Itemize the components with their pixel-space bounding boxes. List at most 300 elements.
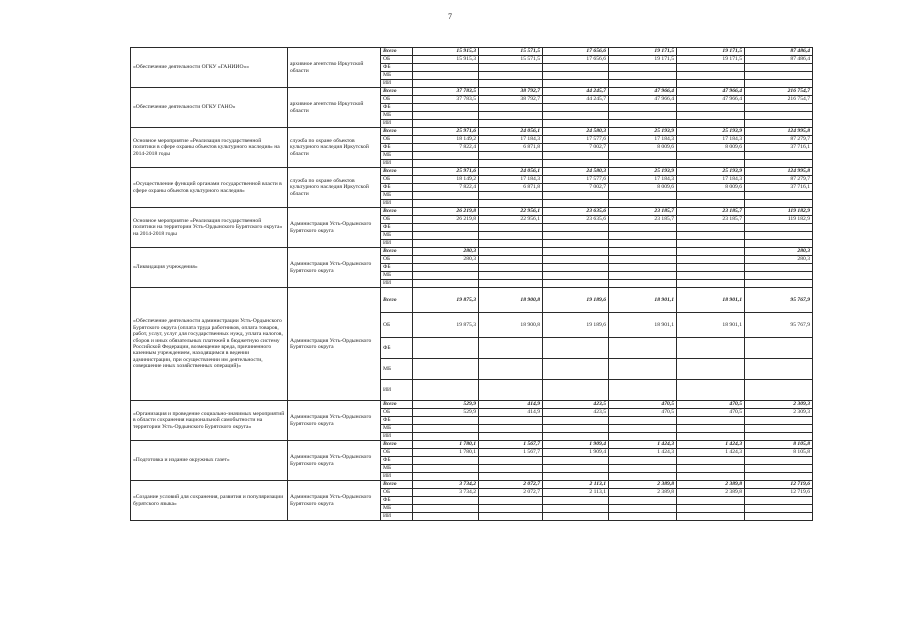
value-cell bbox=[413, 457, 479, 465]
value-cell: 7 822,4 bbox=[413, 144, 479, 152]
total-value-cell: 280,3 bbox=[745, 248, 813, 256]
funding-source-label: ИИ bbox=[381, 200, 413, 208]
total-value-cell bbox=[745, 112, 813, 120]
total-value-cell bbox=[745, 240, 813, 248]
value-cell bbox=[413, 240, 479, 248]
value-cell: 38 792,7 bbox=[479, 88, 543, 96]
value-cell bbox=[677, 104, 745, 112]
total-value-cell bbox=[745, 465, 813, 473]
value-cell bbox=[543, 425, 609, 433]
value-cell: 470,5 bbox=[609, 401, 677, 409]
value-cell bbox=[413, 338, 479, 359]
value-cell: 23 635,6 bbox=[543, 216, 609, 224]
value-cell: 2 113,1 bbox=[543, 481, 609, 489]
table-row bbox=[131, 248, 813, 256]
value-cell: 1 780,1 bbox=[413, 449, 479, 457]
value-cell bbox=[609, 64, 677, 72]
value-cell bbox=[677, 425, 745, 433]
total-value-cell bbox=[745, 72, 813, 80]
value-cell bbox=[413, 192, 479, 200]
value-cell bbox=[543, 120, 609, 128]
measure-name: Основное мероприятие «Реализация государственной политики в сфере охраны объектов культурного наследия» на 2014-2018 годы bbox=[131, 128, 288, 168]
value-cell bbox=[479, 425, 543, 433]
value-cell bbox=[479, 505, 543, 513]
value-cell bbox=[543, 224, 609, 232]
value-cell bbox=[543, 380, 609, 401]
value-cell bbox=[413, 380, 479, 401]
total-value-cell: 2 309,3 bbox=[745, 401, 813, 409]
funding-source-label: ОБ bbox=[381, 409, 413, 417]
value-cell bbox=[677, 192, 745, 200]
funding-source-label: ОБ bbox=[381, 489, 413, 497]
value-cell bbox=[413, 200, 479, 208]
value-cell: 18 901,1 bbox=[609, 313, 677, 338]
value-cell bbox=[609, 280, 677, 288]
value-cell: 2 389,8 bbox=[609, 481, 677, 489]
value-cell bbox=[609, 120, 677, 128]
value-cell bbox=[677, 72, 745, 80]
funding-source-label: ФБ bbox=[381, 104, 413, 112]
value-cell: 17 656,6 bbox=[543, 56, 609, 64]
measure-name: «Обеспечение деятельности ОГКУ «ГАНИИО»» bbox=[131, 48, 288, 88]
value-cell bbox=[609, 425, 677, 433]
value-cell bbox=[413, 112, 479, 120]
funding-source-label: Всего bbox=[381, 441, 413, 449]
value-cell bbox=[677, 513, 745, 521]
total-value-cell: 95 767,9 bbox=[745, 288, 813, 313]
value-cell bbox=[413, 104, 479, 112]
value-cell bbox=[609, 200, 677, 208]
value-cell bbox=[543, 433, 609, 441]
value-cell bbox=[677, 80, 745, 88]
total-value-cell bbox=[745, 457, 813, 465]
total-value-cell: 12 719,6 bbox=[745, 489, 813, 497]
responsible-executor: Администрация Усть-Ордынского Бурятского округа bbox=[288, 441, 381, 481]
funding-source-label: ОБ bbox=[381, 216, 413, 224]
value-cell bbox=[479, 338, 543, 359]
funding-source-label: Всего bbox=[381, 481, 413, 489]
value-cell: 37 783,5 bbox=[413, 88, 479, 96]
value-cell bbox=[677, 433, 745, 441]
value-cell bbox=[479, 380, 543, 401]
value-cell bbox=[677, 505, 745, 513]
value-cell bbox=[413, 417, 479, 425]
value-cell: 18 901,1 bbox=[677, 313, 745, 338]
value-cell: 19 189,6 bbox=[543, 313, 609, 338]
value-cell bbox=[479, 497, 543, 505]
total-value-cell bbox=[745, 120, 813, 128]
value-cell: 6 871,8 bbox=[479, 144, 543, 152]
funding-source-label: МБ bbox=[381, 425, 413, 433]
value-cell: 22 956,1 bbox=[479, 208, 543, 216]
value-cell bbox=[609, 473, 677, 481]
funding-source-label: МБ bbox=[381, 505, 413, 513]
value-cell bbox=[413, 473, 479, 481]
value-cell bbox=[413, 264, 479, 272]
value-cell bbox=[677, 465, 745, 473]
value-cell: 1 424,3 bbox=[677, 441, 745, 449]
total-value-cell bbox=[745, 359, 813, 380]
value-cell bbox=[479, 224, 543, 232]
funding-source-label: ОБ bbox=[381, 56, 413, 64]
value-cell bbox=[677, 256, 745, 264]
value-cell bbox=[677, 224, 745, 232]
value-cell: 7 002,7 bbox=[543, 184, 609, 192]
value-cell: 24 056,1 bbox=[479, 168, 543, 176]
value-cell bbox=[609, 232, 677, 240]
value-cell: 1 424,3 bbox=[677, 449, 745, 457]
funding-source-label: МБ bbox=[381, 232, 413, 240]
funding-source-label: ОБ bbox=[381, 449, 413, 457]
value-cell bbox=[479, 256, 543, 264]
page-number: 7 bbox=[448, 12, 452, 21]
value-cell bbox=[677, 160, 745, 168]
value-cell: 47 966,4 bbox=[677, 96, 745, 104]
value-cell bbox=[543, 232, 609, 240]
value-cell: 37 783,5 bbox=[413, 96, 479, 104]
value-cell: 18 149,2 bbox=[413, 176, 479, 184]
value-cell: 19 171,5 bbox=[677, 48, 745, 56]
value-cell: 8 009,6 bbox=[677, 184, 745, 192]
total-value-cell bbox=[745, 425, 813, 433]
value-cell: 280,3 bbox=[413, 256, 479, 264]
value-cell bbox=[479, 272, 543, 280]
total-value-cell: 87 486,4 bbox=[745, 48, 813, 56]
value-cell bbox=[609, 256, 677, 264]
value-cell bbox=[677, 280, 745, 288]
funding-source-label: ИИ bbox=[381, 380, 413, 401]
value-cell: 15 571,5 bbox=[479, 56, 543, 64]
value-cell: 2 389,8 bbox=[677, 481, 745, 489]
table-row bbox=[131, 401, 813, 409]
total-value-cell bbox=[745, 473, 813, 481]
value-cell bbox=[677, 152, 745, 160]
table-row bbox=[131, 48, 813, 56]
value-cell: 25 971,6 bbox=[413, 128, 479, 136]
value-cell: 280,3 bbox=[413, 248, 479, 256]
value-cell: 18 900,8 bbox=[479, 313, 543, 338]
total-value-cell: 8 105,8 bbox=[745, 441, 813, 449]
value-cell bbox=[479, 72, 543, 80]
measure-name: «Создание условий для сохранения, развития и популяризации бурятского языка» bbox=[131, 481, 288, 521]
value-cell: 2 389,8 bbox=[677, 489, 745, 497]
funding-source-label: ФБ bbox=[381, 338, 413, 359]
value-cell: 18 900,8 bbox=[479, 288, 543, 313]
value-cell bbox=[677, 240, 745, 248]
value-cell: 25 971,6 bbox=[413, 168, 479, 176]
value-cell: 24 056,1 bbox=[479, 128, 543, 136]
funding-source-label: Всего bbox=[381, 48, 413, 56]
responsible-executor: архивное агентство Иркутской области bbox=[288, 48, 381, 88]
value-cell bbox=[543, 497, 609, 505]
value-cell bbox=[543, 359, 609, 380]
total-value-cell: 124 995,8 bbox=[745, 128, 813, 136]
value-cell: 19 875,3 bbox=[413, 288, 479, 313]
value-cell: 26 219,8 bbox=[413, 208, 479, 216]
value-cell bbox=[677, 232, 745, 240]
funding-source-label: Всего bbox=[381, 401, 413, 409]
value-cell bbox=[413, 272, 479, 280]
value-cell: 25 193,9 bbox=[677, 168, 745, 176]
table-row bbox=[131, 208, 813, 216]
value-cell: 1 567,7 bbox=[479, 441, 543, 449]
value-cell: 470,5 bbox=[677, 409, 745, 417]
value-cell bbox=[609, 433, 677, 441]
value-cell: 19 875,3 bbox=[413, 313, 479, 338]
measure-name: «Подготовка и издание окружных газет» bbox=[131, 441, 288, 481]
value-cell: 2 389,8 bbox=[609, 489, 677, 497]
value-cell bbox=[413, 497, 479, 505]
value-cell: 17 656,6 bbox=[543, 48, 609, 56]
value-cell bbox=[609, 112, 677, 120]
value-cell bbox=[543, 200, 609, 208]
value-cell bbox=[609, 457, 677, 465]
table-row bbox=[131, 88, 813, 96]
total-value-cell bbox=[745, 513, 813, 521]
value-cell bbox=[543, 256, 609, 264]
table-row bbox=[131, 288, 813, 313]
total-value-cell bbox=[745, 380, 813, 401]
value-cell bbox=[479, 513, 543, 521]
total-value-cell: 216 754,7 bbox=[745, 96, 813, 104]
total-value-cell: 87 486,4 bbox=[745, 56, 813, 64]
value-cell bbox=[609, 359, 677, 380]
value-cell bbox=[677, 359, 745, 380]
value-cell: 15 915,3 bbox=[413, 48, 479, 56]
responsible-executor: служба по охране объектов культурного наследия Иркутской области bbox=[288, 128, 381, 168]
measure-name: «Обеспечение деятельности администрации Усть-Ордынского Бурятского округа (оплата труда работников, оплата товаров, работ, услуг, услуг для государственных нужд, уплата налогов, сборов и иных обязательных платежей в бюджетную систему Российской Федерации, возмещение вреда, причиненного казенным учреждением, находящимся в ведении администрации, при осуществлении им деятельности, совершение иных хозяйственных операций)» bbox=[131, 288, 288, 401]
value-cell bbox=[413, 280, 479, 288]
table-row bbox=[131, 441, 813, 449]
value-cell: 23 185,7 bbox=[677, 216, 745, 224]
value-cell bbox=[413, 425, 479, 433]
funding-source-label: ИИ bbox=[381, 513, 413, 521]
responsible-executor: Администрация Усть-Ордынского Бурятского округа bbox=[288, 401, 381, 441]
value-cell bbox=[413, 465, 479, 473]
value-cell: 23 185,7 bbox=[677, 208, 745, 216]
total-value-cell bbox=[745, 200, 813, 208]
value-cell bbox=[677, 473, 745, 481]
value-cell bbox=[413, 224, 479, 232]
value-cell: 25 193,9 bbox=[677, 128, 745, 136]
value-cell bbox=[609, 80, 677, 88]
value-cell bbox=[413, 152, 479, 160]
total-value-cell bbox=[745, 232, 813, 240]
value-cell bbox=[677, 264, 745, 272]
value-cell bbox=[543, 248, 609, 256]
value-cell: 1 909,4 bbox=[543, 449, 609, 457]
value-cell bbox=[609, 417, 677, 425]
value-cell bbox=[413, 505, 479, 513]
value-cell bbox=[609, 465, 677, 473]
value-cell bbox=[413, 513, 479, 521]
total-value-cell: 95 767,9 bbox=[745, 313, 813, 338]
value-cell bbox=[543, 192, 609, 200]
value-cell: 44 245,7 bbox=[543, 96, 609, 104]
funding-source-label: ИИ bbox=[381, 80, 413, 88]
value-cell: 18 901,1 bbox=[677, 288, 745, 313]
value-cell: 25 193,9 bbox=[609, 128, 677, 136]
funding-source-label: ФБ bbox=[381, 224, 413, 232]
value-cell: 2 113,1 bbox=[543, 489, 609, 497]
value-cell bbox=[479, 465, 543, 473]
value-cell: 17 577,6 bbox=[543, 176, 609, 184]
value-cell: 24 580,3 bbox=[543, 168, 609, 176]
value-cell: 17 184,3 bbox=[677, 176, 745, 184]
value-cell bbox=[677, 380, 745, 401]
value-cell: 15 915,3 bbox=[413, 56, 479, 64]
total-value-cell bbox=[745, 152, 813, 160]
value-cell bbox=[479, 152, 543, 160]
value-cell bbox=[609, 380, 677, 401]
value-cell bbox=[479, 240, 543, 248]
value-cell: 2 072,7 bbox=[479, 481, 543, 489]
value-cell: 23 635,6 bbox=[543, 208, 609, 216]
value-cell bbox=[543, 280, 609, 288]
total-value-cell bbox=[745, 272, 813, 280]
value-cell bbox=[677, 200, 745, 208]
funding-source-label: ИИ bbox=[381, 120, 413, 128]
value-cell bbox=[609, 224, 677, 232]
value-cell bbox=[479, 264, 543, 272]
value-cell bbox=[479, 64, 543, 72]
funding-source-label: ИИ bbox=[381, 473, 413, 481]
value-cell bbox=[413, 120, 479, 128]
value-cell: 24 580,3 bbox=[543, 128, 609, 136]
value-cell: 25 193,9 bbox=[609, 168, 677, 176]
value-cell bbox=[609, 272, 677, 280]
value-cell: 414,9 bbox=[479, 401, 543, 409]
value-cell: 17 184,3 bbox=[479, 176, 543, 184]
value-cell bbox=[413, 64, 479, 72]
value-cell: 18 901,1 bbox=[609, 288, 677, 313]
table-row bbox=[131, 168, 813, 176]
value-cell bbox=[479, 433, 543, 441]
funding-source-label: МБ bbox=[381, 272, 413, 280]
value-cell: 7 002,7 bbox=[543, 144, 609, 152]
total-value-cell bbox=[745, 104, 813, 112]
value-cell bbox=[543, 80, 609, 88]
table-body bbox=[131, 48, 813, 521]
value-cell: 1 909,4 bbox=[543, 441, 609, 449]
funding-source-label: МБ bbox=[381, 112, 413, 120]
value-cell bbox=[479, 160, 543, 168]
value-cell bbox=[609, 104, 677, 112]
value-cell: 17 577,6 bbox=[543, 136, 609, 144]
total-value-cell: 216 754,7 bbox=[745, 88, 813, 96]
value-cell bbox=[543, 505, 609, 513]
value-cell: 529,9 bbox=[413, 401, 479, 409]
value-cell: 38 792,7 bbox=[479, 96, 543, 104]
value-cell bbox=[677, 248, 745, 256]
value-cell bbox=[677, 64, 745, 72]
value-cell bbox=[609, 497, 677, 505]
value-cell: 47 966,4 bbox=[609, 96, 677, 104]
value-cell bbox=[479, 192, 543, 200]
total-value-cell bbox=[745, 338, 813, 359]
value-cell: 3 734,2 bbox=[413, 489, 479, 497]
value-cell bbox=[479, 280, 543, 288]
value-cell bbox=[479, 359, 543, 380]
funding-source-label: ФБ bbox=[381, 457, 413, 465]
value-cell bbox=[677, 457, 745, 465]
funding-source-label: ФБ bbox=[381, 144, 413, 152]
value-cell: 423,5 bbox=[543, 401, 609, 409]
value-cell bbox=[543, 152, 609, 160]
table-row bbox=[131, 481, 813, 489]
funding-source-label: Всего bbox=[381, 288, 413, 313]
total-value-cell bbox=[745, 417, 813, 425]
value-cell: 8 009,6 bbox=[677, 144, 745, 152]
funding-source-label: МБ bbox=[381, 359, 413, 380]
value-cell: 2 072,7 bbox=[479, 489, 543, 497]
value-cell bbox=[543, 264, 609, 272]
value-cell: 19 171,5 bbox=[677, 56, 745, 64]
total-value-cell: 119 182,9 bbox=[745, 208, 813, 216]
value-cell: 470,5 bbox=[609, 409, 677, 417]
total-value-cell: 87 279,7 bbox=[745, 136, 813, 144]
value-cell bbox=[543, 473, 609, 481]
value-cell: 19 171,5 bbox=[609, 48, 677, 56]
total-value-cell bbox=[745, 192, 813, 200]
value-cell bbox=[677, 497, 745, 505]
value-cell bbox=[609, 338, 677, 359]
value-cell: 47 966,4 bbox=[677, 88, 745, 96]
value-cell bbox=[677, 417, 745, 425]
funding-source-label: ОБ bbox=[381, 96, 413, 104]
value-cell bbox=[479, 473, 543, 481]
total-value-cell: 8 105,8 bbox=[745, 449, 813, 457]
funding-source-label: ИИ bbox=[381, 240, 413, 248]
funding-source-label: ОБ bbox=[381, 256, 413, 264]
value-cell bbox=[677, 272, 745, 280]
funding-source-label: ОБ bbox=[381, 313, 413, 338]
total-value-cell bbox=[745, 80, 813, 88]
funding-source-label: Всего bbox=[381, 88, 413, 96]
funding-source-label: Всего bbox=[381, 128, 413, 136]
value-cell bbox=[413, 433, 479, 441]
total-value-cell: 2 309,3 bbox=[745, 409, 813, 417]
value-cell: 423,5 bbox=[543, 409, 609, 417]
value-cell bbox=[479, 112, 543, 120]
funding-source-label: МБ bbox=[381, 152, 413, 160]
value-cell: 7 822,4 bbox=[413, 184, 479, 192]
total-value-cell bbox=[745, 280, 813, 288]
total-value-cell: 87 279,7 bbox=[745, 176, 813, 184]
funding-source-label: ФБ bbox=[381, 64, 413, 72]
funding-source-label: Всего bbox=[381, 168, 413, 176]
value-cell: 23 185,7 bbox=[609, 208, 677, 216]
value-cell bbox=[543, 240, 609, 248]
value-cell bbox=[543, 417, 609, 425]
value-cell bbox=[609, 152, 677, 160]
total-value-cell bbox=[745, 433, 813, 441]
responsible-executor: Администрация Усть-Ордынского Бурятского округа bbox=[288, 208, 381, 248]
value-cell bbox=[413, 160, 479, 168]
value-cell bbox=[677, 338, 745, 359]
value-cell: 17 184,3 bbox=[677, 136, 745, 144]
measure-name: «Осуществление функций органами государственной власти в сфере охраны объектов культурного наследия» bbox=[131, 168, 288, 208]
value-cell: 1 780,1 bbox=[413, 441, 479, 449]
total-value-cell bbox=[745, 224, 813, 232]
value-cell bbox=[609, 264, 677, 272]
value-cell: 6 871,8 bbox=[479, 184, 543, 192]
value-cell bbox=[479, 417, 543, 425]
total-value-cell: 124 995,8 bbox=[745, 168, 813, 176]
total-value-cell: 37 716,1 bbox=[745, 144, 813, 152]
total-value-cell: 37 716,1 bbox=[745, 184, 813, 192]
value-cell bbox=[609, 248, 677, 256]
